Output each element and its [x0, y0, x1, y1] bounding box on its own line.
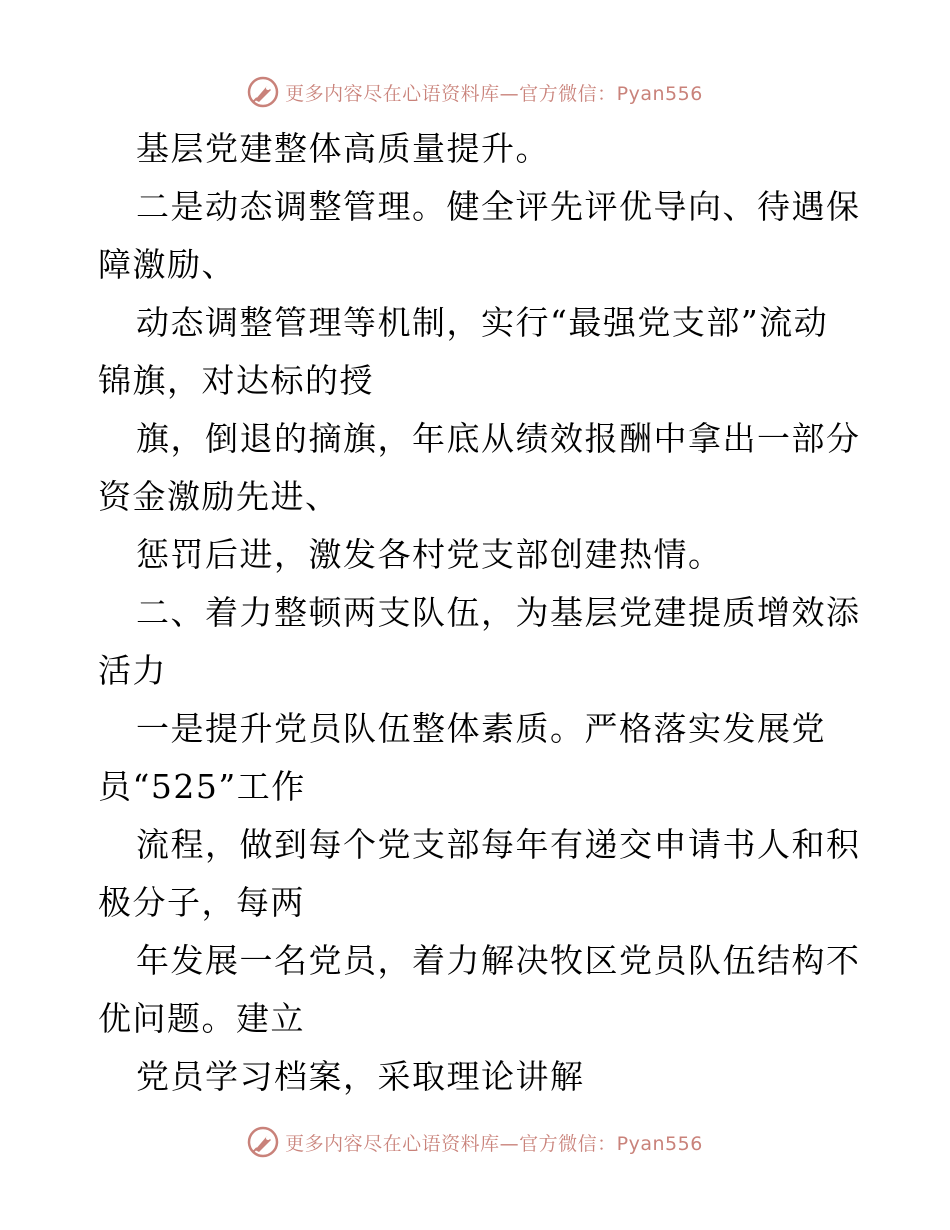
watermark-text: 更多内容尽在心语资料库—官方微信：Pyan556 [285, 82, 703, 105]
text-line: 年发展一名党员，着力解决牧区党员队伍结构不 [136, 941, 861, 980]
text-line: 活力 [98, 651, 167, 690]
header-watermark [0, 72, 950, 112]
pen-nib-logo-icon [247, 1126, 279, 1158]
text-line: 流程，做到每个党支部每年有递交申请书人和积 [136, 825, 861, 864]
text-line: 二是动态调整管理。健全评先评优导向、待遇保 [136, 187, 861, 226]
text-line: 资金激励先进、 [98, 477, 340, 516]
text-line: 锦旗，对达标的授 [98, 361, 374, 400]
text-line: 员“525”工作 [98, 767, 306, 806]
text-line: 惩罚后进，激发各村党支部创建热情。 [136, 535, 723, 574]
footer-watermark [0, 1122, 950, 1162]
text-line: 优问题。建立 [98, 999, 305, 1038]
text-line: 动态调整管理等机制，实行“最强党支部”流动 [136, 303, 829, 342]
text-line: 一是提升党员队伍整体素质。严格落实发展党 [136, 709, 826, 748]
text-line: 二、着力整顿两支队伍，为基层党建提质增效添 [136, 593, 861, 632]
text-line: 障激励、 [98, 245, 236, 284]
text-line: 基层党建整体高质量提升。 [136, 129, 550, 168]
text-line: 党员学习档案，采取理论讲解 [136, 1057, 585, 1096]
pen-nib-logo-icon [247, 76, 279, 108]
document-body [98, 120, 861, 1106]
watermark-text: 更多内容尽在心语资料库—官方微信：Pyan556 [285, 1132, 703, 1155]
text-line: 旗，倒退的摘旗，年底从绩效报酬中拿出一部分 [136, 419, 861, 458]
text-line: 极分子，每两 [98, 883, 305, 922]
